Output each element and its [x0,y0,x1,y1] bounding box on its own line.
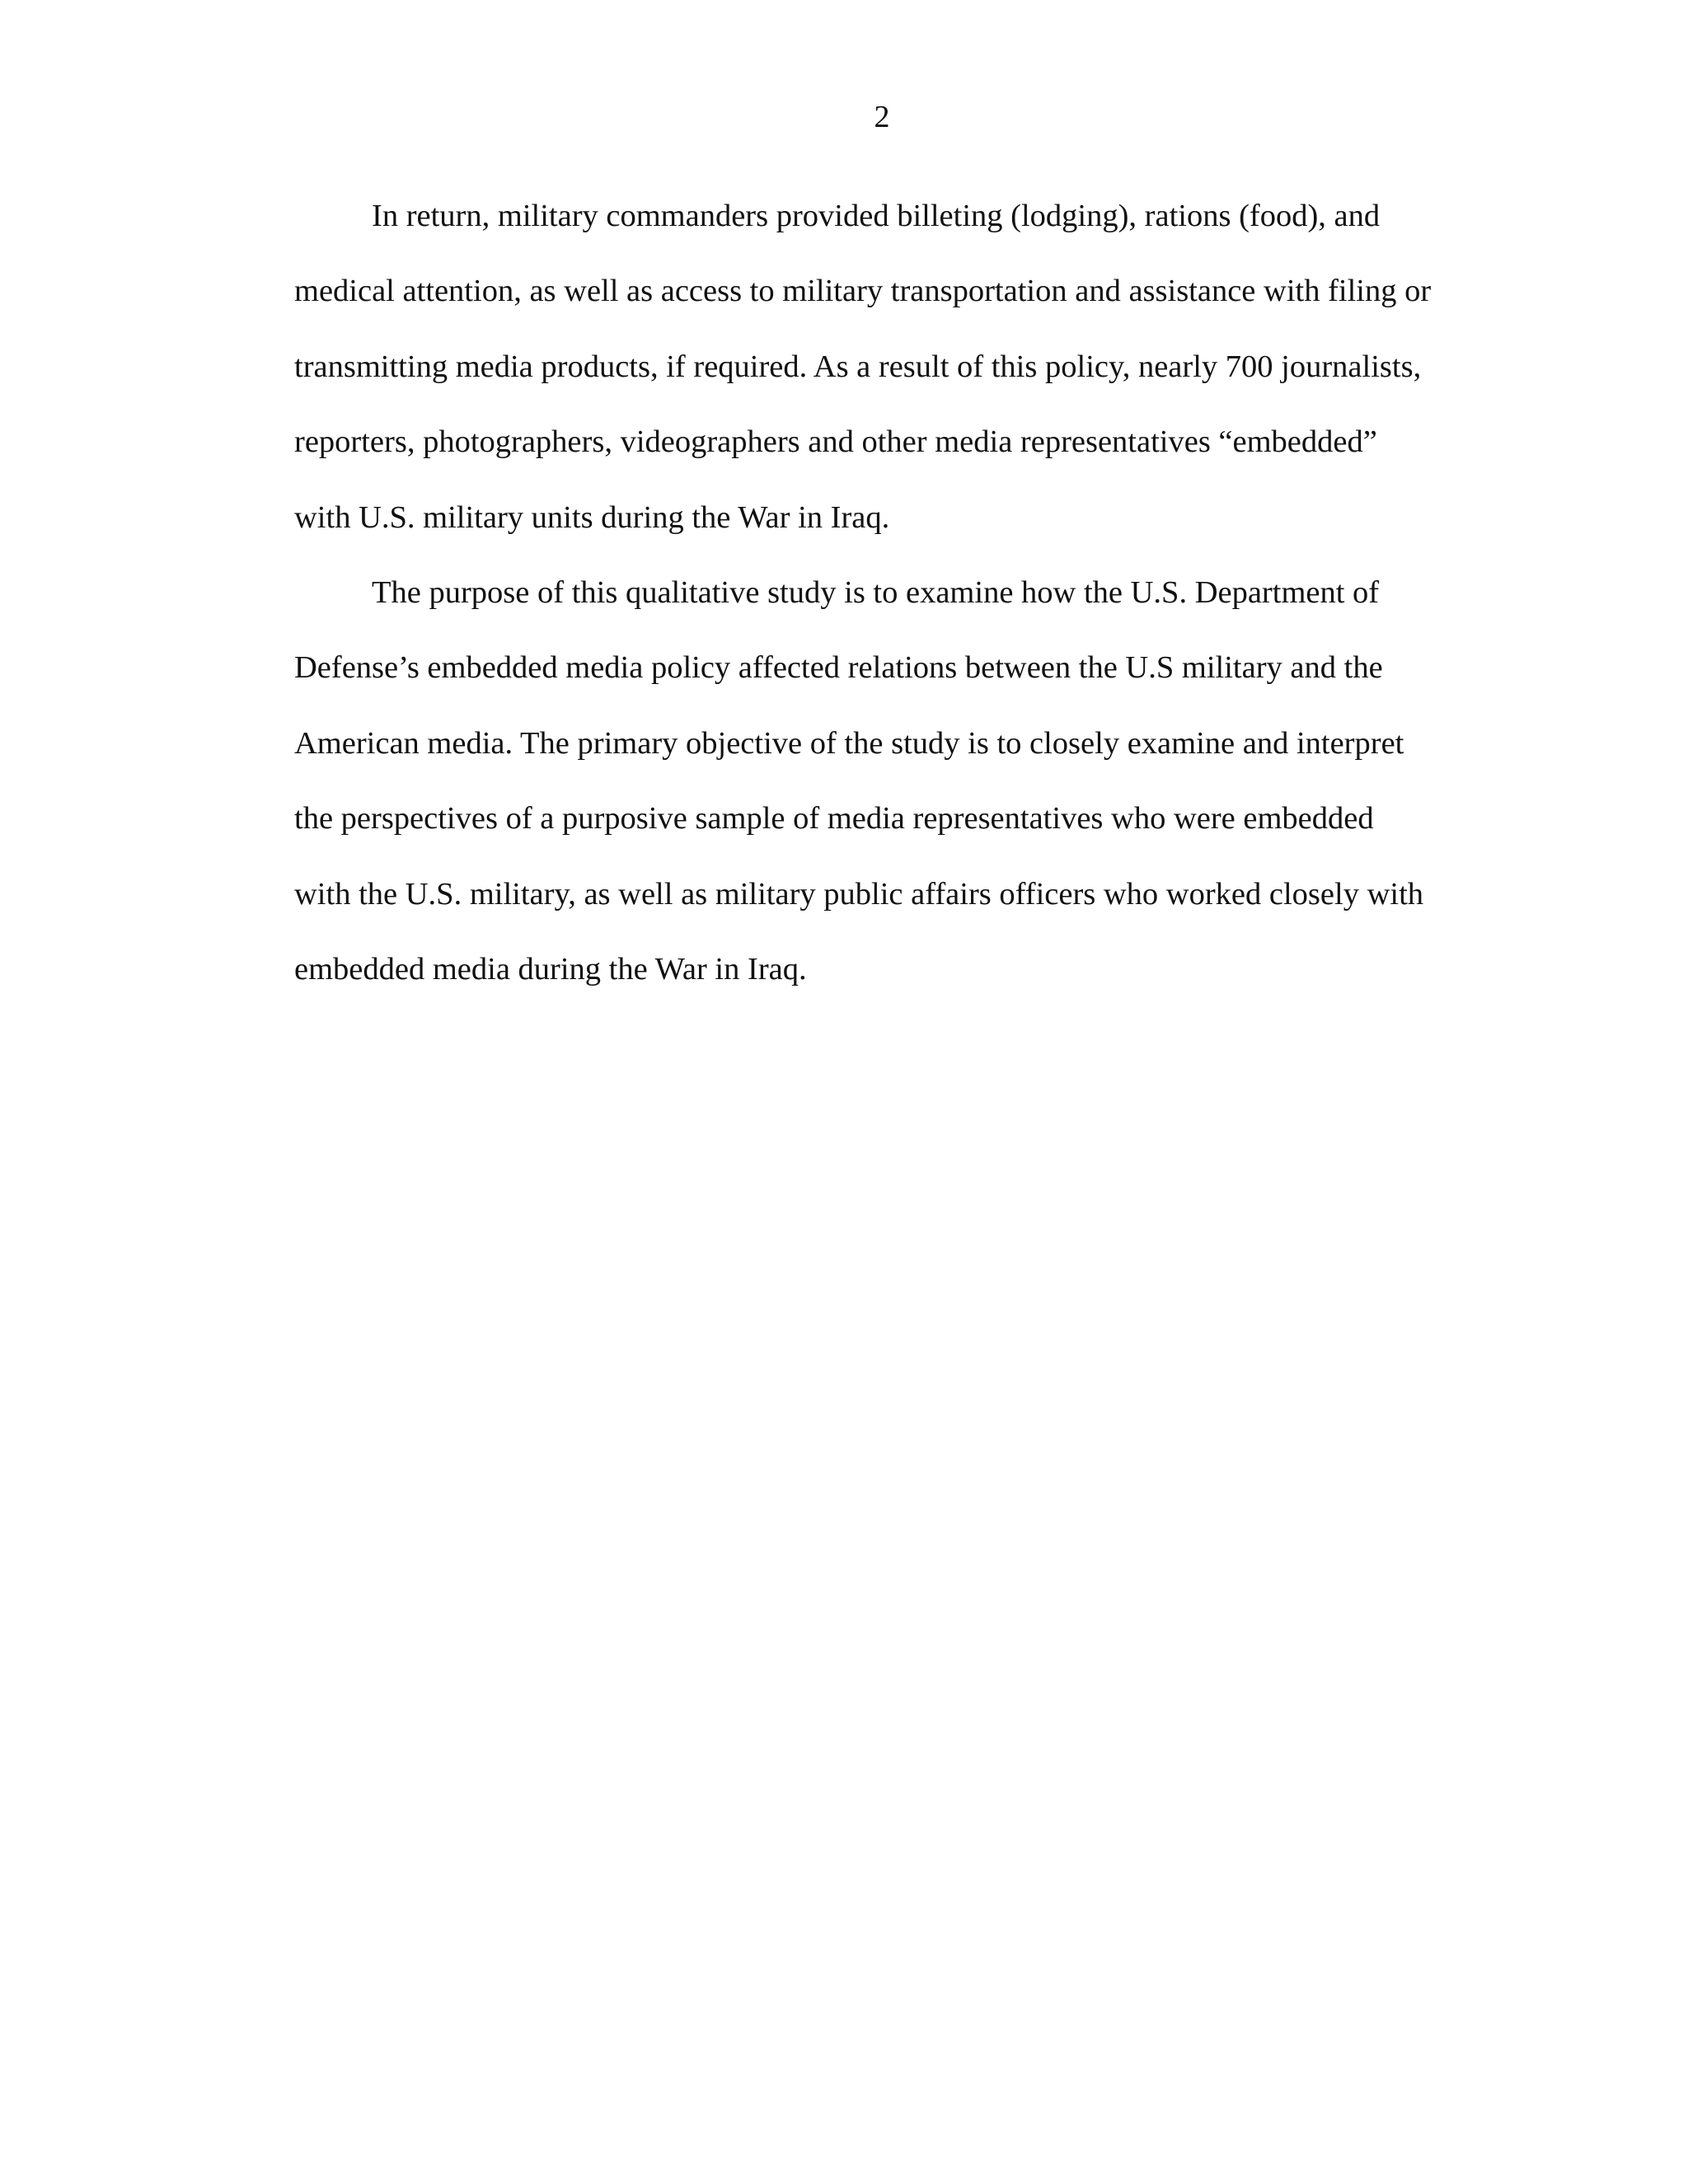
text-line: with the U.S. military, as well as military public affairs officers who worked closely with [294,876,1424,912]
text-line: In return, military commanders provided billeting (lodging), rations (food), and [372,199,1381,233]
text-line: with U.S. military units during the War in Iraq. [294,499,890,535]
document-body [294,194,1481,1023]
text-line: the perspectives of a purposive sample of media representatives who were embedded [294,801,1374,837]
page-number: 2 [874,100,890,134]
text-line: transmitting media products, if required. As a result of this policy, nearly 700 journalists, [294,349,1422,384]
text-line: The purpose of this qualitative study is to examine how the U.S. Department of [372,574,1380,610]
text-line: Defense’s embedded media policy affected relations between the U.S military and the [294,650,1383,686]
text-line: medical attention, as well as access to military transportation and assistance with filing or [294,274,1432,309]
text-line: reporters, photographers, videographers and other media representatives “embedded” [294,424,1377,460]
text-line: American media. The primary objective of the study is to closely examine and interpret [294,725,1404,761]
text-line: embedded media during the War in Iraq. [294,951,807,987]
paragraph-embedding-terms [294,194,1481,571]
paragraph-study-purpose [294,571,1481,1023]
